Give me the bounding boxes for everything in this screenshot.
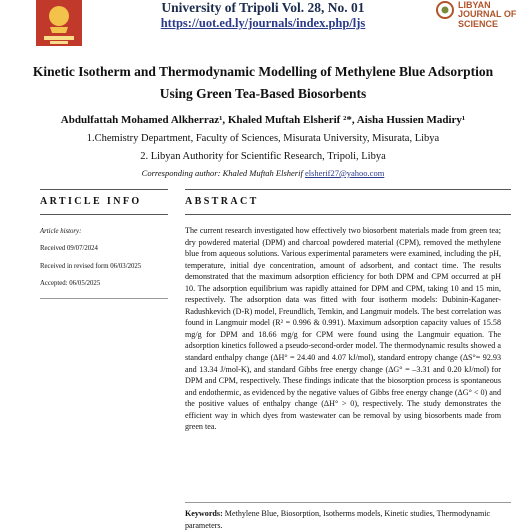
affiliation-2: 2. Libyan Authority for Scientific Research, Tripoli, Libya [140, 151, 386, 162]
keywords-text: Methylene Blue, Biosorption, Isotherms models, Kinetic studies, Thermodynamic parameters. [185, 509, 491, 530]
received-date: Received 09/07/2024 [40, 245, 98, 252]
journal-volume-line: University of Tripoli Vol. 28, No. 01 [161, 0, 365, 15]
revised-date: Received in revised form 06/03/2025 [40, 263, 142, 270]
abstract-heading-rule [185, 214, 511, 215]
keywords [185, 508, 505, 531]
article-info-heading: ARTICLE INFO [40, 196, 142, 207]
corresponding-author-label: Corresponding author: Khaled Muftah Elsherif [141, 168, 305, 178]
paper-title-line-1: Kinetic Isotherm and Thermodynamic Modelling of Methylene Blue Adsorption [32, 64, 494, 79]
article-info-bottom-rule [40, 298, 168, 299]
paper-title-line-2: Using Green Tea-Based Biosorbents [159, 86, 367, 101]
abstract-bottom-rule [185, 502, 511, 503]
corresponding-author-email-link[interactable]: elsherif27@yahoo.com [304, 168, 385, 178]
corresponding-author [0, 168, 526, 178]
author-list: Abdulfattah Mohamed Alkherraz¹, Khaled Muftah Elsherif ²*, Aisha Hussien Madiry¹ [60, 114, 466, 126]
abstract-top-rule [185, 189, 511, 190]
abstract-heading: ABSTRACT [185, 196, 259, 207]
abstract-text: The current research investigated how effectively two biosorbent materials made from green tea; dry powdered material (DPM) and charcoal powdered material (CPM), removed the methylene blue from aqueous solutions. Various experimental parameters were examined, including the pH, temperature, initial dye concentration, amount of adsorbent, and contact time. The results demonstrated that the maximum adsorption efficiency for both DPM and CPM occurred at pH 10. The adsorption equilibrium was rapidly attained for DPM and CPM, taking 10 and 15 min, respectively. The adsorption data was fitted with four isotherm models: Dubinin-Kaganer-Radushkevich (D-R) model, Freundlich, Temkin, and Langmuir models. The best correlation was found in Langmuir model (R² = 0.996 & 0.991). Maximum adsorption capacity values of 15.58 mg/g for DPM and 18.66 mg/g for CPM were found using the Langmuir equation. The adsorption kinetics followed a pseudo-second-order model. The thermodynamic results showed a standard enthalpy change (ΔH° = 24.40 and 4.07 kJ/mol), standard entropy change (ΔS°= 92.93 and 13.34 J/mol-K), and standard Gibbs free energy change (ΔG° = –3.31 and 0.20 kJ/mol) for DPM and CPM, respectively. These findings indicate that the biosorption process is spontaneous and endothermic, as evidenced by the negative values of Gibbs free energy change (ΔG° < 0) and the positive values of enthalpy change (ΔH° > 0), respectively. The study demonstrates the efficient way in which dyes from wastewater can be removal by using biosorbents made from green tea. [185, 226, 501, 432]
article-info-top-rule [40, 189, 168, 190]
affiliation-1: 1.Chemistry Department, Faculty of Sciences, Misurata University, Misurata, Libya [86, 133, 440, 144]
libyan-journal-logo-text: LIBYAN [458, 0, 491, 10]
journal-url-link[interactable]: https://uot.ed.ly/journals/index.php/ljs [160, 16, 366, 30]
article-history-label: Article history: [40, 228, 82, 235]
keywords-label: Keywords: [185, 509, 225, 518]
libyan-journal-logo-subtext: JOURNAL OF SCIENCE [458, 9, 517, 29]
article-info-heading-rule [40, 214, 168, 215]
accepted-date: Accepted: 06/05/2025 [40, 280, 101, 287]
